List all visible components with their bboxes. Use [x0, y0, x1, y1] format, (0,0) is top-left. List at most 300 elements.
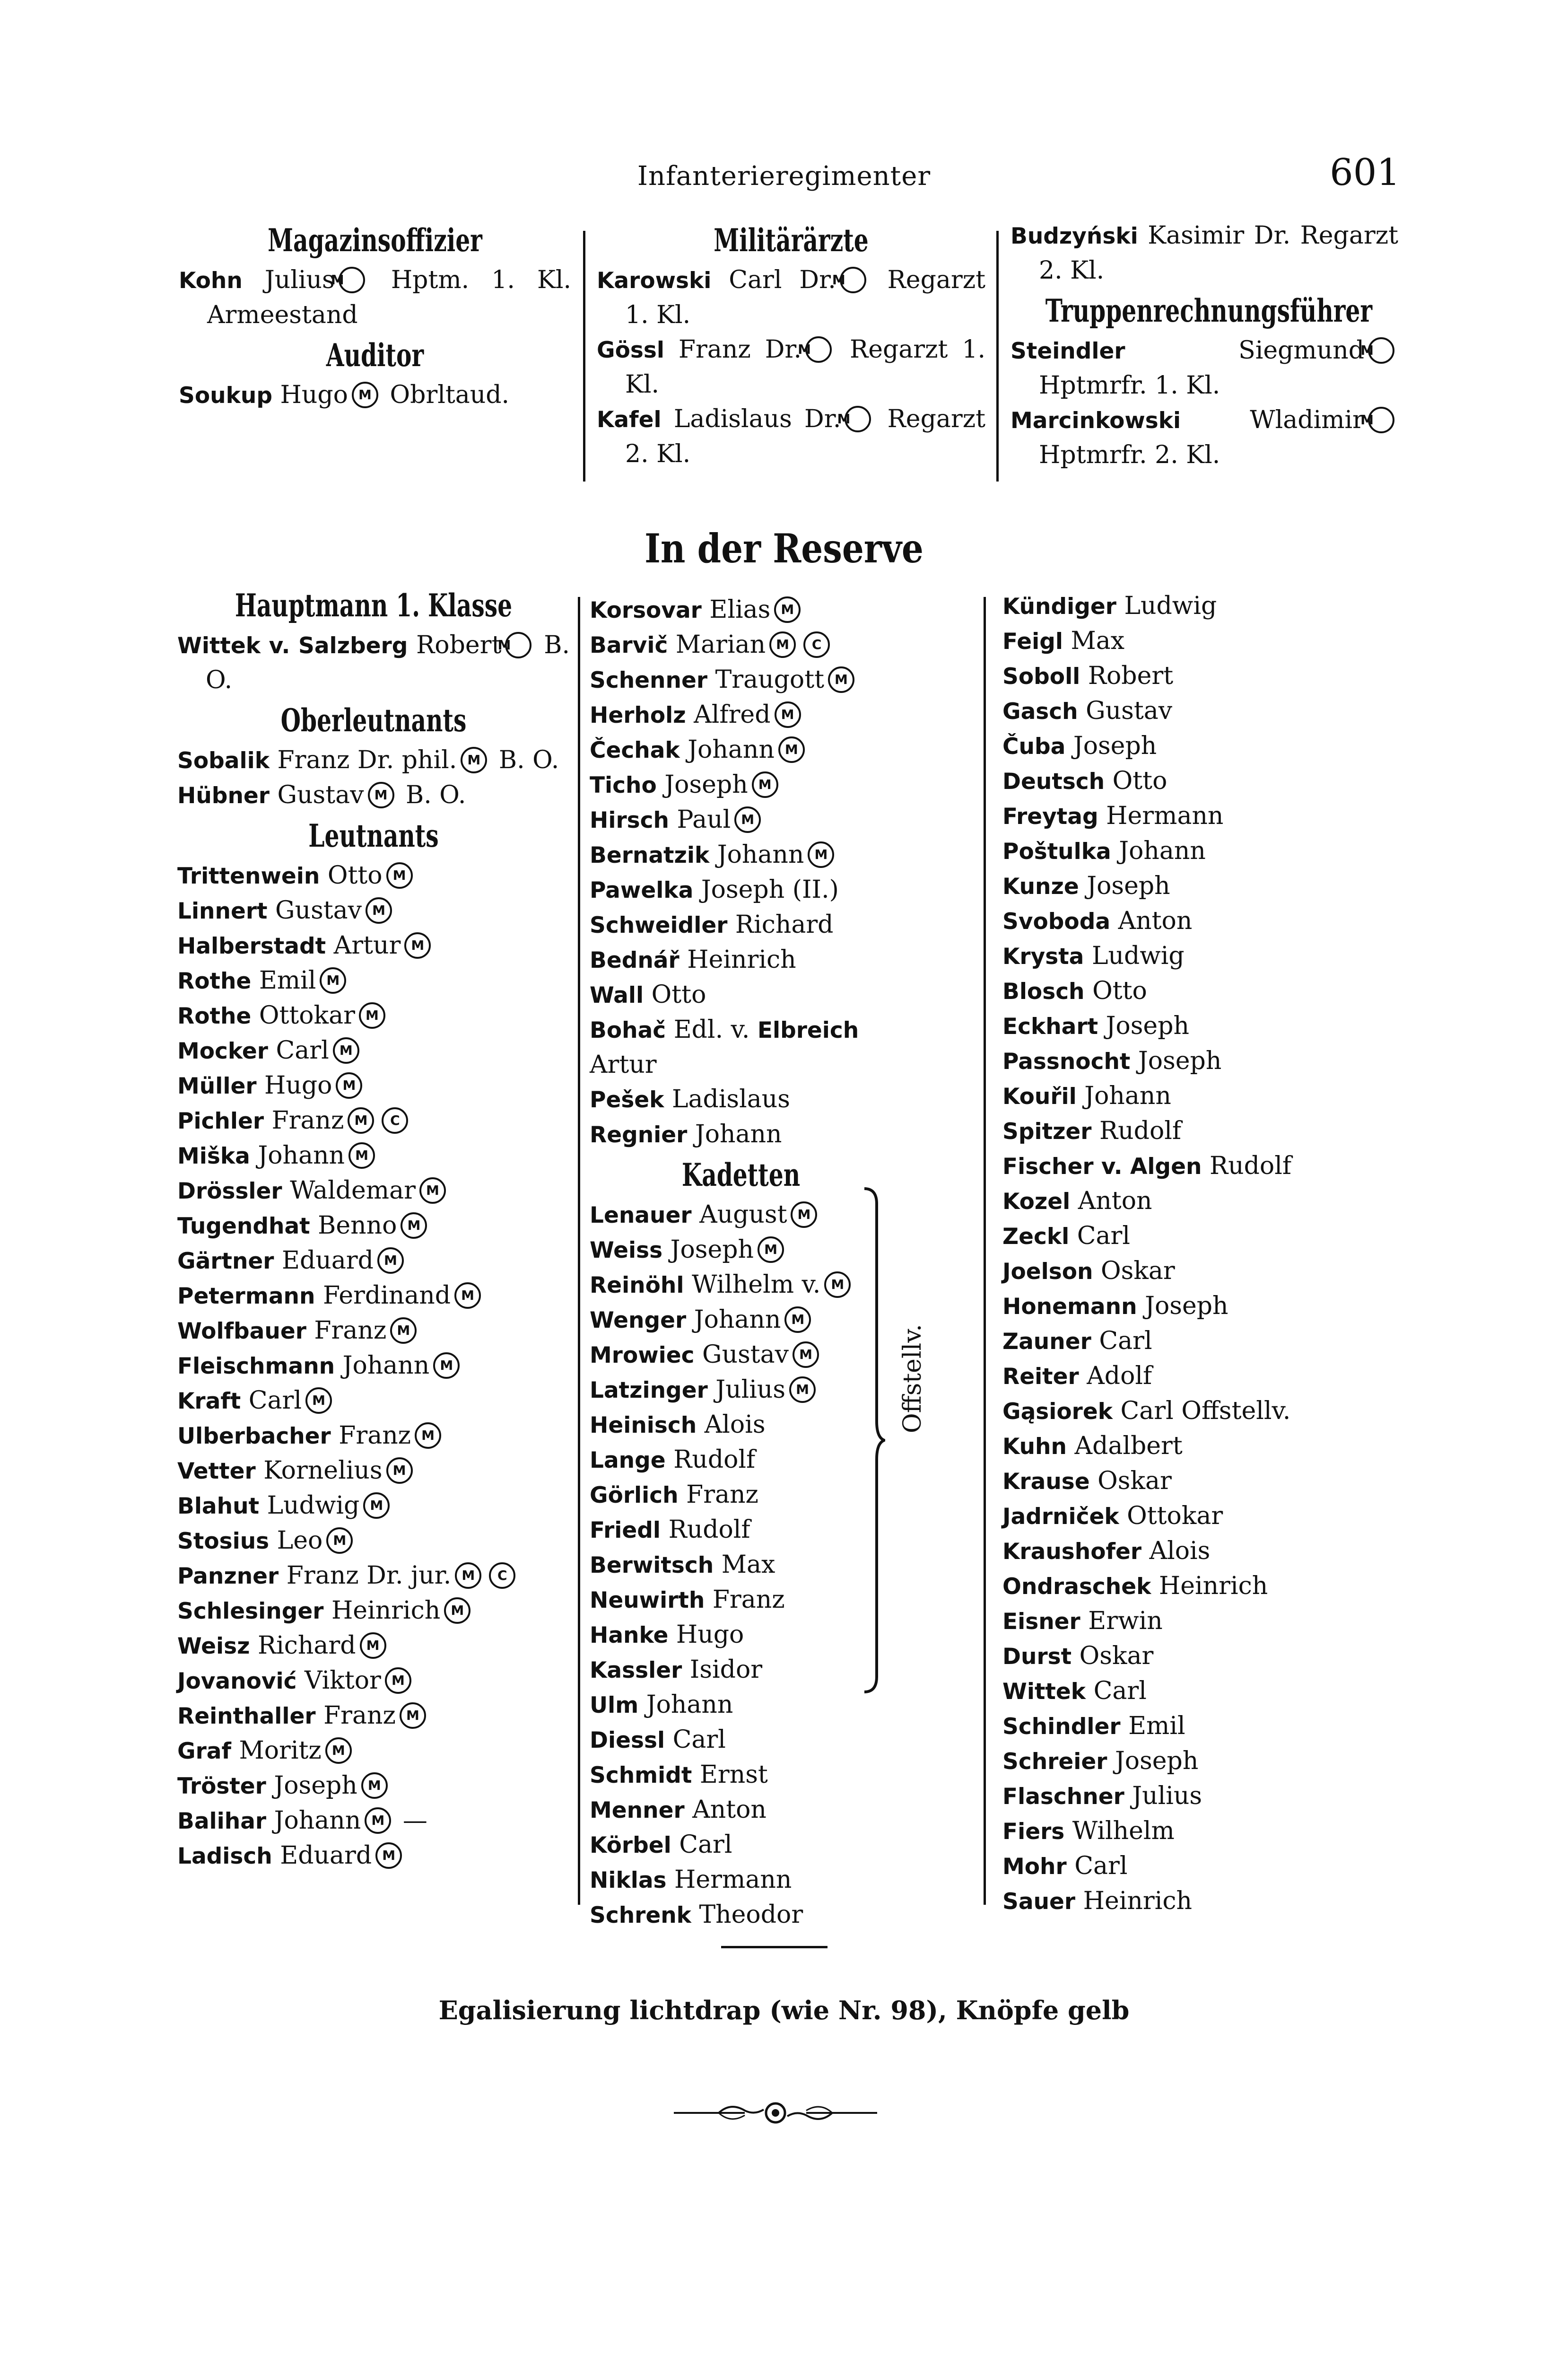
- surname: Balihar: [177, 1808, 267, 1834]
- given-name: Otto: [327, 861, 383, 890]
- list-item: [590, 838, 892, 873]
- list-item: [597, 263, 985, 333]
- surname: Kassler: [590, 1657, 682, 1683]
- given-name: Hugo: [280, 381, 348, 409]
- decoration-m-icon: [368, 782, 394, 808]
- surname: Reiter: [1002, 1364, 1079, 1390]
- list-item: [1002, 729, 1362, 764]
- decoration-m-icon: [840, 267, 866, 293]
- surname: Ondraschek: [1002, 1574, 1151, 1600]
- decoration-m-icon: [461, 747, 487, 773]
- decoration-m-icon: [791, 1201, 817, 1228]
- surname: Schindler: [1002, 1714, 1121, 1740]
- surname: Niklas: [590, 1867, 667, 1893]
- given-name: Alois: [1149, 1537, 1211, 1565]
- list-item: [590, 908, 892, 943]
- decoration-m-icon: [769, 631, 796, 658]
- surname: Kündiger: [1002, 594, 1116, 620]
- decoration-m-icon: [352, 382, 378, 408]
- decoration-m-icon: [808, 841, 834, 868]
- given-name: Franz Dr. jur.: [286, 1561, 452, 1590]
- given-name: Ottokar: [1127, 1502, 1223, 1530]
- list-item: [590, 733, 892, 768]
- given-name: Ladislaus: [671, 1085, 790, 1113]
- given-name: Ottokar: [259, 1001, 355, 1030]
- list-item: [590, 1198, 892, 1233]
- surname: Steindler: [1010, 338, 1125, 364]
- decoration-m-icon: [339, 267, 365, 293]
- given-name: Richard: [735, 911, 834, 939]
- list-item: [1002, 1639, 1362, 1674]
- given-name: Hugo: [264, 1071, 332, 1100]
- surname: Weiss: [590, 1237, 663, 1263]
- rank-note: Regarzt 2. Kl.: [625, 405, 986, 468]
- given-name: Joseph: [274, 1771, 357, 1800]
- surname: Barvič: [590, 632, 668, 658]
- given-name: Otto: [1092, 977, 1147, 1005]
- top-column-1: [179, 218, 571, 413]
- surname: Krause: [1002, 1469, 1090, 1495]
- surname: Wolfbauer: [177, 1318, 306, 1344]
- given-name: Viktor: [305, 1666, 381, 1695]
- section-title: Leutnants: [308, 817, 439, 854]
- list-item: [1002, 624, 1362, 659]
- given-name: Eduard: [282, 1246, 374, 1275]
- column-rule: [984, 597, 986, 1905]
- rank-note: Obrltaud.: [390, 381, 510, 409]
- given-name: Leo: [277, 1526, 323, 1555]
- list-item: [177, 1629, 570, 1664]
- given-name: Carl: [248, 1386, 302, 1415]
- list-item: [177, 1104, 570, 1139]
- list-item: [177, 1699, 570, 1734]
- list-item: [1002, 1464, 1362, 1499]
- page-number: 601: [1330, 151, 1400, 194]
- surname: Hirsch: [590, 807, 669, 833]
- separator-rule: [721, 1946, 828, 1948]
- surname: Blahut: [177, 1493, 260, 1519]
- given-name: Joseph: [1115, 1747, 1199, 1775]
- decoration-m-icon: [778, 736, 805, 763]
- decoration-m-icon: [348, 1142, 375, 1169]
- surname: Sobalik: [177, 748, 270, 774]
- given-name: Moritz: [239, 1736, 322, 1765]
- given-name: Anton: [1078, 1187, 1152, 1215]
- given-name: Alfred: [694, 701, 771, 729]
- given-name: Artur: [590, 1051, 657, 1079]
- list-item: [177, 1279, 570, 1314]
- decoration-m-icon: [359, 1002, 385, 1029]
- given-name: Siegmund: [1238, 336, 1364, 365]
- given-name: Franz Dr. phil.: [277, 746, 457, 774]
- surname: Jovanović: [177, 1668, 297, 1694]
- given-name: Rudolf: [1209, 1152, 1292, 1180]
- decoration-m-icon: [1368, 407, 1394, 433]
- rank-note: B. O.: [406, 781, 466, 809]
- given-name: Heinrich: [1159, 1572, 1268, 1600]
- list-item: [1002, 1849, 1362, 1884]
- list-item: [1002, 1779, 1362, 1814]
- decoration-m-icon: [793, 1341, 819, 1368]
- given-name: Max: [721, 1550, 775, 1579]
- given-name: Otto: [1112, 767, 1167, 795]
- surname: Korsovar: [590, 597, 702, 623]
- surname: Hübner: [177, 783, 270, 809]
- given-name: Traugott: [715, 666, 824, 694]
- given-name: Carl: [672, 1726, 726, 1754]
- surname: Rothe: [177, 1003, 252, 1029]
- list-item: [1002, 1044, 1362, 1079]
- decoration-m-icon: [454, 1282, 481, 1309]
- list-item: [590, 1268, 892, 1303]
- kadetten-brace: [863, 1185, 885, 1696]
- surname: Jadrniček: [1002, 1504, 1119, 1530]
- decoration-m-icon: [505, 632, 531, 658]
- surname: Ladisch: [177, 1843, 272, 1869]
- list-item: [590, 628, 892, 663]
- decoration-m-icon: [419, 1177, 446, 1204]
- kadetten-brace-label: Offstellv.: [898, 1324, 927, 1433]
- surname: Panzner: [177, 1563, 279, 1589]
- section-title: Magazinsoffizier: [268, 222, 482, 259]
- given-name: Robert: [416, 631, 502, 659]
- surname: Gärtner: [177, 1248, 274, 1274]
- decoration-m-icon: [336, 1072, 362, 1099]
- given-name: Carl: [1077, 1222, 1130, 1250]
- given-name: Erwin: [1088, 1607, 1163, 1635]
- given-name: Johann: [274, 1806, 361, 1835]
- decoration-m-icon: [326, 1527, 353, 1554]
- list-item: [177, 1734, 570, 1769]
- list-item: [177, 743, 570, 778]
- given-name: Oskar: [1098, 1467, 1172, 1495]
- list-item: [1002, 974, 1362, 1009]
- rank-note: Hptmrfr. 2. Kl.: [1039, 441, 1220, 469]
- section-title: Hauptmann 1. Klasse: [235, 587, 513, 624]
- list-item: [590, 1898, 892, 1933]
- given-name: Robert: [1088, 662, 1174, 690]
- list-item: [179, 378, 571, 413]
- list-item: [590, 873, 892, 908]
- decoration-m-icon: [366, 897, 392, 924]
- list-item: [597, 333, 985, 402]
- section-title: Auditor: [326, 337, 424, 374]
- given-name: Rudolf: [668, 1515, 750, 1544]
- decoration-m-icon: [444, 1597, 470, 1624]
- given-name: Franz Dr.: [678, 335, 802, 364]
- surname: Kohn: [179, 268, 243, 294]
- list-item: [1010, 219, 1398, 288]
- list-item: [590, 803, 892, 838]
- surname: Čuba: [1002, 734, 1066, 760]
- surname: Honemann: [1002, 1294, 1137, 1320]
- given-name: Johann: [695, 1120, 782, 1148]
- list-item: [1002, 1359, 1362, 1394]
- given-name: Marian: [675, 631, 766, 659]
- rank-note: Regarzt 1. Kl.: [625, 335, 985, 399]
- given-name: Kasimir Dr. Regarzt 2. Kl.: [1039, 221, 1398, 285]
- given-name: Gustav: [275, 896, 362, 925]
- surname: Sauer: [1002, 1889, 1076, 1915]
- surname: Poštulka: [1002, 839, 1111, 865]
- list-item: [590, 1478, 892, 1513]
- list-item: [177, 1314, 570, 1349]
- list-item: [1002, 1709, 1362, 1744]
- surname: Drössler: [177, 1178, 282, 1204]
- list-item: [1002, 834, 1362, 869]
- given-name: Ladislaus Dr.: [673, 405, 841, 433]
- list-item: [177, 1139, 570, 1174]
- given-name: Julius: [1132, 1782, 1202, 1810]
- list-item: [177, 1069, 570, 1104]
- given-name: Carl: [1093, 1677, 1147, 1705]
- given-name: Ludwig: [1124, 592, 1217, 620]
- given-name: Kornelius: [263, 1456, 383, 1485]
- surname: Fischer v. Algen: [1002, 1154, 1202, 1180]
- surname: Pešek: [590, 1087, 664, 1113]
- list-item: [1002, 589, 1362, 624]
- section-title: Militärärzte: [714, 222, 869, 259]
- given-name: Adalbert: [1074, 1432, 1183, 1460]
- list-item: [590, 663, 892, 698]
- list-item: [177, 1034, 570, 1069]
- given-name: Wilhelm: [1072, 1817, 1175, 1845]
- list-item: [1002, 1009, 1362, 1044]
- given-name: Gustav: [702, 1340, 789, 1369]
- surname: Budzyński: [1010, 223, 1138, 249]
- given-name: Joseph: [664, 771, 748, 799]
- surname: Passnocht: [1002, 1049, 1131, 1075]
- list-item: [177, 1664, 570, 1699]
- given-name: Johann: [688, 736, 775, 764]
- surname: Wenger: [590, 1307, 687, 1333]
- given-name: Elias: [709, 596, 771, 624]
- surname: Krysta: [1002, 944, 1084, 970]
- list-item: [590, 1082, 892, 1117]
- rank-note: —: [402, 1806, 427, 1835]
- list-item: [177, 1244, 570, 1279]
- list-item: [1010, 333, 1398, 403]
- surname: Gössl: [597, 337, 664, 363]
- given-name: Carl: [276, 1036, 329, 1065]
- decoration-m-icon: [404, 932, 431, 959]
- surname: Neuwirth: [590, 1587, 705, 1613]
- given-name: Max: [1071, 627, 1125, 655]
- reserve-title: In der Reserve: [645, 525, 923, 572]
- surname: Bednář: [590, 947, 679, 973]
- given-name: Carl Offstellv.: [1120, 1397, 1291, 1425]
- surname: Zeckl: [1002, 1224, 1070, 1250]
- given-name: Franz: [339, 1421, 411, 1450]
- list-item: [1002, 694, 1362, 729]
- list-item: [590, 1653, 892, 1688]
- given-name: Benno: [318, 1211, 397, 1240]
- surname: Wittek: [1002, 1679, 1086, 1705]
- list-item: [1002, 1254, 1362, 1289]
- given-name: Joseph: [1087, 872, 1170, 900]
- surname: Schweidler: [590, 912, 728, 938]
- surname: Rothe: [177, 968, 252, 994]
- list-item: [177, 928, 570, 964]
- given-name: Alois: [704, 1410, 766, 1439]
- surname: Herholz: [590, 702, 686, 728]
- surname: Kouřil: [1002, 1084, 1077, 1110]
- list-item: [177, 1769, 570, 1804]
- surname: Soukup: [179, 383, 272, 409]
- surname: Mohr: [1002, 1854, 1067, 1880]
- decoration-m-icon: [784, 1306, 811, 1333]
- surname: Petermann: [177, 1283, 315, 1309]
- decoration-m-icon: [305, 1387, 332, 1414]
- surname: Miška: [177, 1143, 250, 1169]
- decoration-m-icon: [361, 1772, 388, 1799]
- surname: Durst: [1002, 1644, 1072, 1670]
- list-item: [1002, 1814, 1362, 1849]
- surname: Berwitsch: [590, 1552, 714, 1578]
- list-item: [1002, 799, 1362, 834]
- list-item: [1002, 1884, 1362, 1919]
- decoration-m-icon: [320, 967, 346, 994]
- list-item: [1002, 1184, 1362, 1219]
- list-item: [590, 1618, 892, 1653]
- surname: Linnert: [177, 898, 268, 924]
- reserve-column-1: [177, 583, 570, 1874]
- list-item: [590, 1863, 892, 1898]
- given-name: Isidor: [689, 1656, 763, 1684]
- surname: Lenauer: [590, 1202, 692, 1228]
- given-name: Franz: [271, 1106, 344, 1135]
- given-name: Gustav: [1086, 697, 1173, 725]
- list-item: [1010, 403, 1398, 473]
- decoration-m-icon: [333, 1037, 359, 1064]
- list-item: [177, 1174, 570, 1209]
- surname: Schreier: [1002, 1749, 1107, 1775]
- decoration-m-icon: [775, 701, 801, 728]
- surname: Vetter: [177, 1458, 256, 1484]
- given-name: Paul: [677, 806, 731, 834]
- surname: Heinisch: [590, 1412, 697, 1438]
- decoration-m-icon: [455, 1562, 481, 1589]
- surname: Stosius: [177, 1528, 270, 1554]
- surname: Karowski: [597, 268, 712, 294]
- given-name: Joseph: [1145, 1292, 1228, 1320]
- surname: Schenner: [590, 667, 708, 693]
- list-item: [177, 1804, 570, 1839]
- list-item: [590, 1513, 892, 1548]
- list-item: [590, 1117, 892, 1152]
- surname: Menner: [590, 1797, 685, 1823]
- list-item: [177, 1349, 570, 1384]
- given-name: Hugo: [676, 1620, 744, 1649]
- list-item: [590, 1373, 892, 1408]
- list-item: [179, 263, 571, 333]
- list-item: [590, 1583, 892, 1618]
- given-name: Heinrich: [1083, 1887, 1192, 1915]
- decoration-m-icon: [325, 1737, 352, 1764]
- given-name: Oskar: [1079, 1642, 1154, 1670]
- list-item: [177, 1209, 570, 1244]
- surname: Kozel: [1002, 1189, 1071, 1215]
- given-name: Anton: [692, 1796, 767, 1824]
- given-name: Johann: [258, 1141, 345, 1170]
- list-item: [177, 893, 570, 928]
- surname: Mrowiec: [590, 1342, 695, 1368]
- given-name: Richard: [258, 1631, 356, 1660]
- list-item: [177, 1454, 570, 1489]
- given-name: Theodor: [699, 1901, 803, 1929]
- given-name: Joseph: [1073, 732, 1157, 760]
- given-name: Joseph (II.): [701, 876, 839, 904]
- list-item: [177, 778, 570, 813]
- surname: Fiers: [1002, 1819, 1065, 1845]
- list-item: [177, 1524, 570, 1559]
- list-item: [590, 1338, 892, 1373]
- decoration-c-icon: [489, 1562, 515, 1589]
- given-name: Ernst: [699, 1761, 768, 1789]
- rank-note: B. O.: [206, 631, 570, 694]
- column-rule: [996, 231, 999, 482]
- surname: Bernatzik: [590, 842, 710, 868]
- ornament-icon: [674, 2096, 877, 2129]
- surname: Weisz: [177, 1633, 250, 1659]
- reserve-column-2: [590, 593, 892, 1933]
- given-name: Otto: [651, 981, 706, 1009]
- surname: Elbreich: [757, 1017, 859, 1043]
- decoration-m-icon: [363, 1492, 390, 1519]
- list-item: [1002, 1534, 1362, 1569]
- decoration-m-icon: [401, 1212, 427, 1239]
- surname: Diessl: [590, 1727, 665, 1753]
- decoration-m-icon: [415, 1422, 441, 1449]
- column-rule: [578, 597, 580, 1905]
- given-name: Franz: [686, 1480, 758, 1509]
- surname: Kraushofer: [1002, 1539, 1142, 1565]
- given-name: Heinrich: [687, 946, 796, 974]
- reserve-column-3: [1002, 589, 1362, 1919]
- decoration-m-icon: [365, 1807, 391, 1834]
- given-name: Anton: [1118, 907, 1193, 935]
- decoration-m-icon: [348, 1107, 374, 1134]
- list-item: [590, 1548, 892, 1583]
- list-item: [590, 1233, 892, 1268]
- section-title: Truppenrechnungsführer: [1045, 292, 1373, 329]
- surname: Flaschner: [1002, 1784, 1124, 1810]
- decoration-c-icon: [382, 1107, 408, 1134]
- decoration-m-icon: [390, 1317, 417, 1344]
- list-item: [590, 1828, 892, 1863]
- surname: Čechak: [590, 737, 680, 763]
- given-name: Eduard: [280, 1841, 372, 1870]
- surname: Tröster: [177, 1773, 266, 1799]
- list-item: [1002, 1324, 1362, 1359]
- decoration-m-icon: [774, 596, 801, 623]
- given-name: Wladimir: [1250, 406, 1364, 434]
- decoration-m-icon: [828, 666, 854, 693]
- given-name: Julius: [715, 1375, 786, 1404]
- decoration-m-icon: [360, 1632, 386, 1659]
- decoration-m-icon: [824, 1271, 851, 1298]
- surname: Gąsiorek: [1002, 1399, 1113, 1425]
- running-header: Infanterieregimenter: [637, 161, 931, 192]
- section-title: Oberleutnants: [280, 702, 467, 739]
- decoration-c-icon: [803, 631, 830, 658]
- surname: Bohač: [590, 1017, 666, 1043]
- list-item: [177, 1489, 570, 1524]
- rank-note: Hptm. 1. Kl. Armeestand: [207, 266, 572, 329]
- surname: Lange: [590, 1447, 666, 1473]
- given-name: Joseph: [670, 1235, 754, 1264]
- surname: Ulm: [590, 1692, 639, 1718]
